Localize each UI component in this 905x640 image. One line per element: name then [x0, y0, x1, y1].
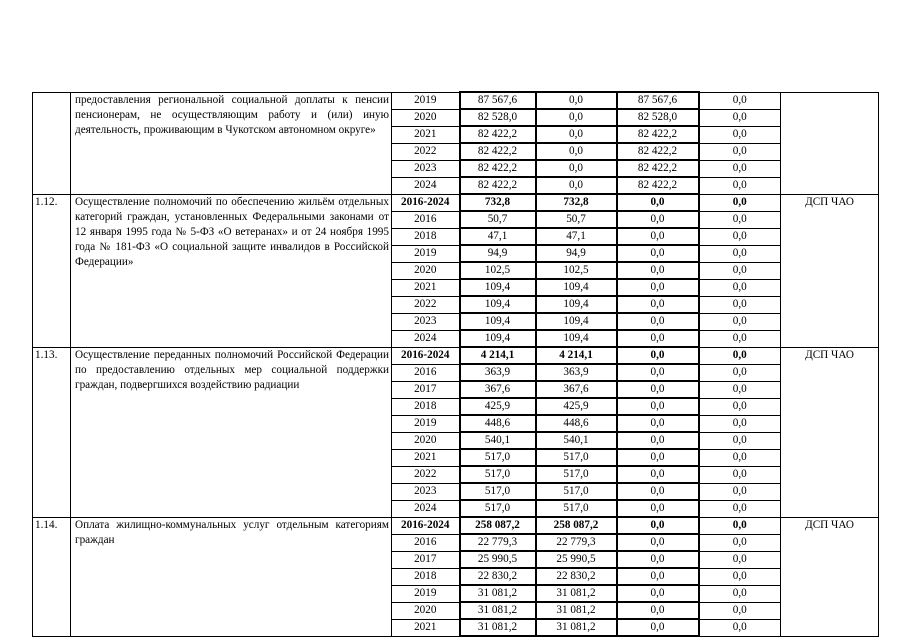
period-year: 2022 [392, 143, 460, 160]
period-year: 2020 [392, 109, 460, 126]
amount-total: 109,4 [460, 296, 536, 313]
period-year: 2016 [392, 364, 460, 381]
amount-source-4: 0,0 [699, 126, 781, 143]
amount-total: 4 214,1 [460, 347, 536, 364]
amount-total: 517,0 [460, 483, 536, 500]
period-year: 2016-2024 [392, 347, 460, 364]
period-year: 2017 [392, 381, 460, 398]
amount-source-3: 0,0 [617, 517, 699, 534]
amount-source-3: 0,0 [617, 449, 699, 466]
amount-source-2: 517,0 [536, 466, 617, 483]
amount-total: 540,1 [460, 432, 536, 449]
amount-source-3: 0,0 [617, 262, 699, 279]
amount-source-3: 0,0 [617, 585, 699, 602]
amount-total: 517,0 [460, 500, 536, 517]
amount-source-4: 0,0 [699, 534, 781, 551]
amount-total: 22 830,2 [460, 568, 536, 585]
amount-source-2: 109,4 [536, 296, 617, 313]
amount-source-3: 0,0 [617, 466, 699, 483]
amount-source-4: 0,0 [699, 500, 781, 517]
amount-source-4: 0,0 [699, 483, 781, 500]
amount-source-2: 0,0 [536, 177, 617, 194]
item-description: Оплата жилищно-коммунальных услуг отдельным категориям граждан [71, 517, 392, 636]
amount-source-2: 31 081,2 [536, 602, 617, 619]
amount-source-4: 0,0 [699, 313, 781, 330]
amount-source-2: 0,0 [536, 109, 617, 126]
amount-source-4: 0,0 [699, 92, 781, 109]
amount-source-2: 4 214,1 [536, 347, 617, 364]
amount-source-2: 363,9 [536, 364, 617, 381]
amount-total: 47,1 [460, 228, 536, 245]
amount-total: 31 081,2 [460, 602, 536, 619]
amount-source-4: 0,0 [699, 347, 781, 364]
amount-source-2: 31 081,2 [536, 619, 617, 636]
amount-source-2: 517,0 [536, 483, 617, 500]
period-year: 2020 [392, 262, 460, 279]
period-year: 2019 [392, 585, 460, 602]
period-year: 2016-2024 [392, 517, 460, 534]
amount-source-2: 50,7 [536, 211, 617, 228]
amount-source-3: 0,0 [617, 500, 699, 517]
amount-source-3: 82 528,0 [617, 109, 699, 126]
amount-source-4: 0,0 [699, 228, 781, 245]
amount-total: 94,9 [460, 245, 536, 262]
amount-source-4: 0,0 [699, 160, 781, 177]
period-year: 2024 [392, 500, 460, 517]
amount-source-4: 0,0 [699, 517, 781, 534]
program-funding-table [32, 91, 879, 637]
amount-total: 425,9 [460, 398, 536, 415]
amount-source-2: 258 087,2 [536, 517, 617, 534]
amount-source-3: 0,0 [617, 619, 699, 636]
amount-source-4: 0,0 [699, 109, 781, 126]
amount-source-3: 0,0 [617, 415, 699, 432]
amount-total: 732,8 [460, 194, 536, 211]
amount-source-4: 0,0 [699, 432, 781, 449]
period-year: 2024 [392, 330, 460, 347]
amount-source-2: 22 830,2 [536, 568, 617, 585]
amount-source-3: 0,0 [617, 398, 699, 415]
amount-total: 517,0 [460, 466, 536, 483]
period-year: 2021 [392, 449, 460, 466]
period-year: 2022 [392, 466, 460, 483]
amount-total: 82 422,2 [460, 143, 536, 160]
amount-source-2: 732,8 [536, 194, 617, 211]
amount-total: 448,6 [460, 415, 536, 432]
amount-source-3: 82 422,2 [617, 160, 699, 177]
amount-source-3: 0,0 [617, 347, 699, 364]
amount-total: 31 081,2 [460, 619, 536, 636]
amount-total: 82 528,0 [460, 109, 536, 126]
amount-total: 517,0 [460, 449, 536, 466]
period-year: 2018 [392, 228, 460, 245]
amount-source-3: 0,0 [617, 194, 699, 211]
period-year: 2021 [392, 126, 460, 143]
amount-source-2: 425,9 [536, 398, 617, 415]
amount-total: 82 422,2 [460, 126, 536, 143]
amount-source-4: 0,0 [699, 262, 781, 279]
amount-total: 31 081,2 [460, 585, 536, 602]
amount-source-3: 0,0 [617, 483, 699, 500]
period-year: 2022 [392, 296, 460, 313]
table-row [33, 194, 879, 211]
item-description: Осуществление полномочий по обеспечению жильём отдельных категорий граждан, установленных Федеральными законами от 12 января 1995 года № 5-ФЗ «О ветеранах» и от 24 ноября 1995 года № 181-ФЗ «О социальной защите инвалидов в Российской Федерации» [71, 194, 392, 347]
period-year: 2023 [392, 483, 460, 500]
amount-source-4: 0,0 [699, 381, 781, 398]
amount-total: 109,4 [460, 313, 536, 330]
amount-total: 82 422,2 [460, 160, 536, 177]
amount-source-3: 0,0 [617, 279, 699, 296]
amount-source-3: 0,0 [617, 602, 699, 619]
amount-source-4: 0,0 [699, 466, 781, 483]
executor: ДСП ЧАО [781, 517, 879, 636]
amount-source-3: 0,0 [617, 364, 699, 381]
period-year: 2021 [392, 279, 460, 296]
period-year: 2024 [392, 177, 460, 194]
period-year: 2023 [392, 160, 460, 177]
amount-source-3: 0,0 [617, 432, 699, 449]
period-year: 2017 [392, 551, 460, 568]
amount-source-3: 0,0 [617, 228, 699, 245]
executor [781, 92, 879, 194]
amount-source-3: 0,0 [617, 330, 699, 347]
amount-total: 82 422,2 [460, 177, 536, 194]
period-year: 2019 [392, 415, 460, 432]
amount-source-4: 0,0 [699, 602, 781, 619]
period-year: 2021 [392, 619, 460, 636]
amount-source-4: 0,0 [699, 194, 781, 211]
item-number: 1.14. [33, 517, 71, 636]
amount-source-4: 0,0 [699, 211, 781, 228]
amount-source-4: 0,0 [699, 177, 781, 194]
period-year: 2018 [392, 568, 460, 585]
amount-source-2: 94,9 [536, 245, 617, 262]
amount-source-2: 25 990,5 [536, 551, 617, 568]
amount-total: 22 779,3 [460, 534, 536, 551]
period-year: 2016 [392, 211, 460, 228]
amount-source-3: 82 422,2 [617, 126, 699, 143]
executor: ДСП ЧАО [781, 194, 879, 347]
item-description: предоставления региональной социальной доплаты к пенсии пенсионерам, не осуществляющим работу и (или) иную деятельность, проживающим в Чукотском автономном округе» [71, 92, 392, 194]
amount-source-2: 109,4 [536, 279, 617, 296]
amount-source-4: 0,0 [699, 568, 781, 585]
amount-total: 50,7 [460, 211, 536, 228]
amount-source-3: 0,0 [617, 313, 699, 330]
amount-source-4: 0,0 [699, 330, 781, 347]
amount-total: 109,4 [460, 279, 536, 296]
period-year: 2018 [392, 398, 460, 415]
amount-source-2: 517,0 [536, 500, 617, 517]
amount-source-4: 0,0 [699, 585, 781, 602]
amount-source-4: 0,0 [699, 398, 781, 415]
amount-source-3: 82 422,2 [617, 143, 699, 160]
amount-source-4: 0,0 [699, 279, 781, 296]
period-year: 2016-2024 [392, 194, 460, 211]
executor: ДСП ЧАО [781, 347, 879, 517]
amount-source-2: 367,6 [536, 381, 617, 398]
amount-total: 109,4 [460, 330, 536, 347]
amount-total: 258 087,2 [460, 517, 536, 534]
item-number [33, 92, 71, 194]
amount-source-2: 448,6 [536, 415, 617, 432]
amount-source-2: 0,0 [536, 92, 617, 109]
amount-total: 25 990,5 [460, 551, 536, 568]
amount-source-3: 82 422,2 [617, 177, 699, 194]
amount-total: 102,5 [460, 262, 536, 279]
amount-source-3: 0,0 [617, 381, 699, 398]
amount-source-4: 0,0 [699, 619, 781, 636]
table-row [33, 92, 879, 109]
amount-source-2: 517,0 [536, 449, 617, 466]
amount-source-2: 47,1 [536, 228, 617, 245]
amount-source-3: 87 567,6 [617, 92, 699, 109]
period-year: 2019 [392, 92, 460, 109]
amount-source-2: 540,1 [536, 432, 617, 449]
amount-source-4: 0,0 [699, 449, 781, 466]
amount-total: 363,9 [460, 364, 536, 381]
amount-total: 87 567,6 [460, 92, 536, 109]
amount-source-2: 31 081,2 [536, 585, 617, 602]
amount-source-3: 0,0 [617, 245, 699, 262]
amount-source-3: 0,0 [617, 211, 699, 228]
amount-source-2: 0,0 [536, 126, 617, 143]
amount-source-2: 0,0 [536, 143, 617, 160]
table-row [33, 517, 879, 534]
amount-source-4: 0,0 [699, 245, 781, 262]
period-year: 2020 [392, 602, 460, 619]
amount-source-2: 109,4 [536, 313, 617, 330]
amount-source-4: 0,0 [699, 143, 781, 160]
table-row [33, 347, 879, 364]
amount-source-3: 0,0 [617, 551, 699, 568]
amount-source-4: 0,0 [699, 364, 781, 381]
amount-source-4: 0,0 [699, 296, 781, 313]
amount-source-3: 0,0 [617, 568, 699, 585]
amount-source-2: 102,5 [536, 262, 617, 279]
amount-source-4: 0,0 [699, 551, 781, 568]
amount-source-3: 0,0 [617, 296, 699, 313]
period-year: 2020 [392, 432, 460, 449]
amount-source-3: 0,0 [617, 534, 699, 551]
amount-source-2: 109,4 [536, 330, 617, 347]
item-description: Осуществление переданных полномочий Российской Федерации по предоставлению отдельных мер социальной поддержки граждан, подвергшихся воздействию радиации [71, 347, 392, 517]
period-year: 2019 [392, 245, 460, 262]
amount-source-4: 0,0 [699, 415, 781, 432]
table-body [33, 92, 879, 636]
amount-source-2: 22 779,3 [536, 534, 617, 551]
period-year: 2023 [392, 313, 460, 330]
item-number: 1.12. [33, 194, 71, 347]
item-number: 1.13. [33, 347, 71, 517]
amount-total: 367,6 [460, 381, 536, 398]
amount-source-2: 0,0 [536, 160, 617, 177]
period-year: 2016 [392, 534, 460, 551]
